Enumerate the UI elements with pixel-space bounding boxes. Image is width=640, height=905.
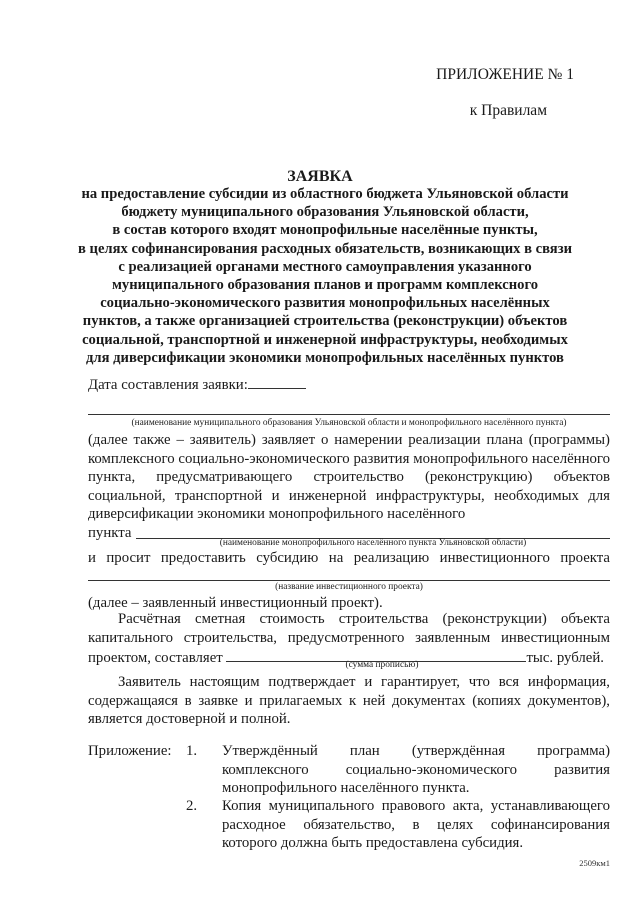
appendix-number: 2. <box>186 798 198 814</box>
heading-line: социально-экономического развития монопрофильных населённых <box>100 295 550 312</box>
appendix-number: 1. <box>186 743 198 759</box>
date-blank[interactable] <box>248 374 306 389</box>
cost-text: Расчётная сметная стоимость строительства (реконструкции) объекта капитального строительства, предусмотренного заявленным инвестиционным проектом, составляет <box>88 611 610 667</box>
appendix-label: Приложение: <box>88 743 172 759</box>
document-title: ЗАЯВКА <box>287 168 353 185</box>
heading-line: бюджету муниципального образования Ульяновской области, <box>121 204 529 221</box>
heading-line: в целях софинансирования расходных обязательств, возникающих в связи <box>78 240 572 257</box>
municipality-caption: (наименование муниципального образования Ульяновской области и монопрофильного населённого пункта) <box>131 418 567 428</box>
document-stamp: 2509км1 <box>579 858 610 868</box>
date-field <box>88 374 306 395</box>
attachment-subtitle: к Правилам <box>469 102 547 119</box>
applicant-paragraph: (далее также – заявитель) заявляет о намерении реализации плана (программы) комплексного социально-экономического развития монопрофильного населённого пункта, предусматривающего строительство (реконструкцию) объектов социальной, транспортной и инженерной инфраструктуры, необходимых для диверсификации экономики монопрофильного населённого <box>88 432 610 523</box>
cost-unit: тыс. рублей. <box>526 650 604 667</box>
applicant-tail <box>88 524 131 543</box>
heading-line: социальной, транспортной и инженерной инфраструктуры, необходимых <box>82 331 568 348</box>
document-heading <box>40 185 610 367</box>
heading-line: с реализацией органами местного самоуправления указанного <box>118 258 532 275</box>
heading-line: для диверсификации экономики монопрофильных населённых пунктов <box>86 349 564 366</box>
guarantee-paragraph: Заявитель настоящим подтверждает и гарантирует, что вся информация, содержащаяся в заявке и прилагаемых к ней документах (копиях документов), является достоверной и полной. <box>88 674 610 728</box>
project-caption: (название инвестиционного проекта) <box>275 582 423 592</box>
sum-caption: (сумма прописью) <box>345 660 419 670</box>
heading-line: на предоставление субсидии из областного бюджета Ульяновской области <box>81 186 569 202</box>
municipality-rule[interactable] <box>88 414 610 415</box>
project-ref-paragraph: (далее – заявленный инвестиционный проект). <box>88 595 383 611</box>
heading-line: в состав которого входят монопрофильные населённые пункты, <box>112 222 538 239</box>
applicant-tail-text: пункта <box>88 525 132 541</box>
request-paragraph: и просит предоставить субсидию на реализацию инвестиционного проекта <box>88 550 610 566</box>
appendix-item: Утверждённый план (утверждённая программа) комплексного социально-экономического развития монопрофильного населённого пункта. <box>222 743 610 797</box>
project-rule[interactable] <box>88 580 610 581</box>
date-label: Дата составления заявки: <box>88 377 248 393</box>
heading-line: муниципального образования планов и программ комплексного <box>111 277 539 294</box>
attachment-title: ПРИЛОЖЕНИЕ № 1 <box>436 66 574 83</box>
heading-line: пунктов, а также организацией строительства (реконструкции) объектов <box>82 313 568 330</box>
town-caption: (наименование монопрофильного населённого пункта Ульяновской области) <box>219 538 527 548</box>
appendix-item: Копия муниципального правового акта, устанавливающего расходное обязательство, в целях софинансирования которого должна быть предоставлена субсидия. <box>222 798 610 852</box>
